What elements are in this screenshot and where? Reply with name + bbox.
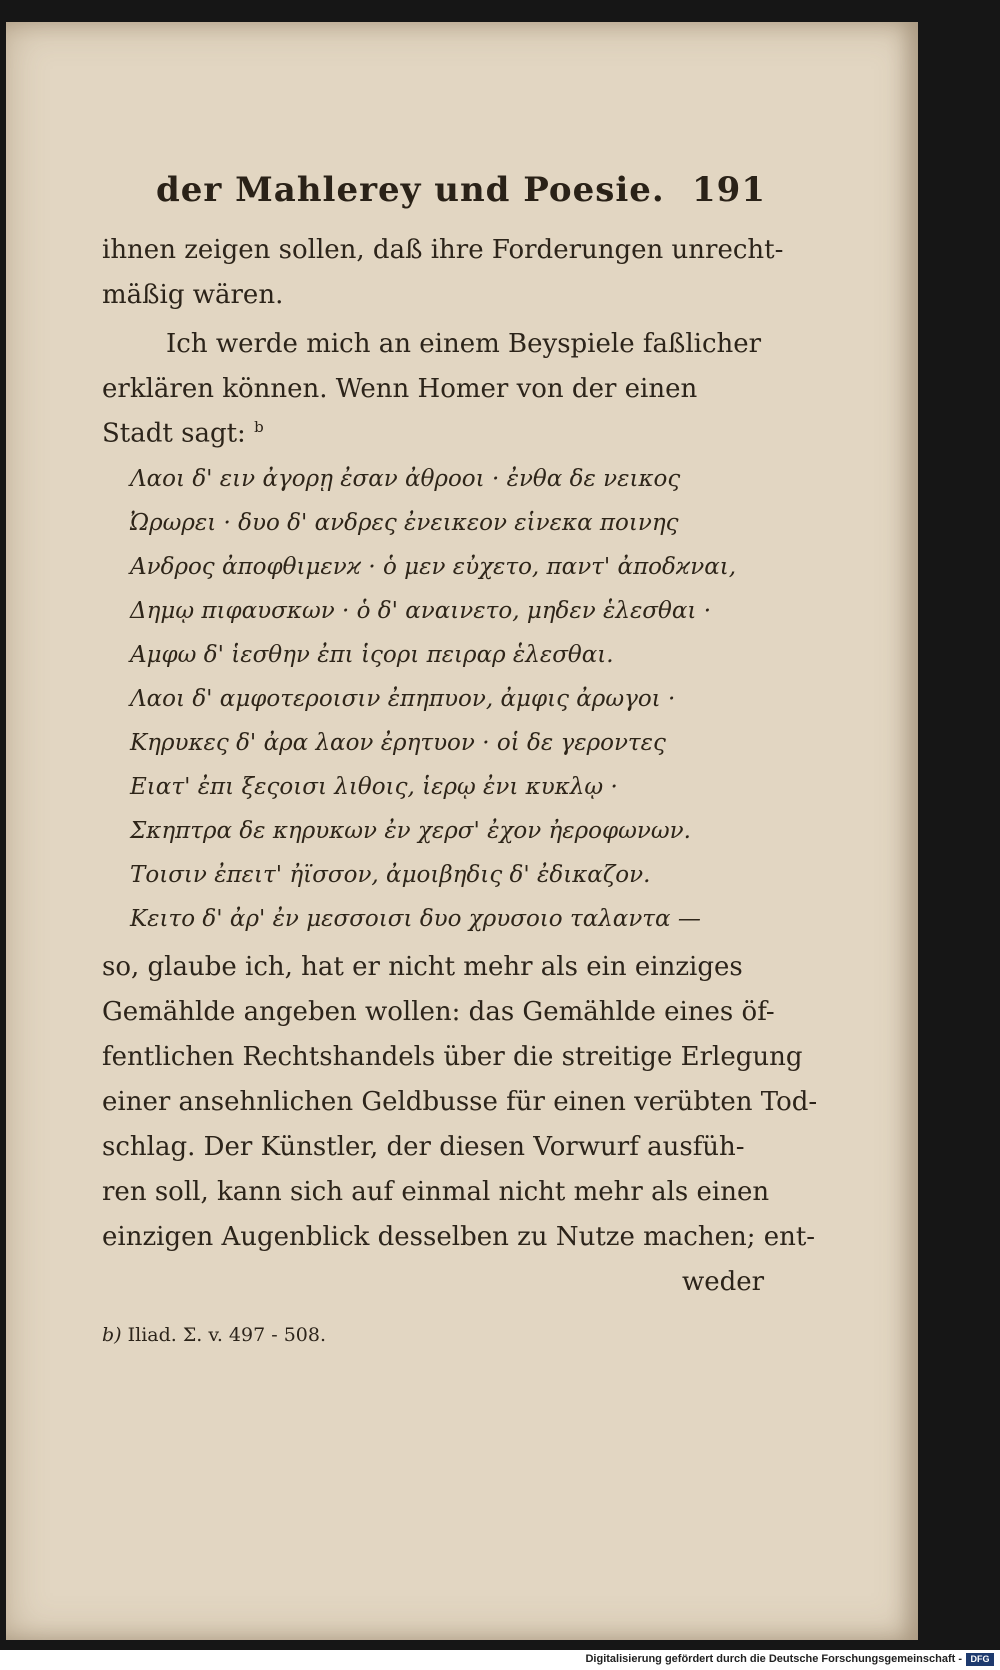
body-line-with-ref [102, 418, 264, 449]
body-line: schlag. Der Künstler, der diesen Vorwurf ausfüh- [102, 1132, 745, 1162]
body-line: ihnen zeigen sollen, daß ihre Forderungen unrecht- [102, 235, 784, 265]
quote-line: Ανδρος ἀποφθιμενϰ · ὁ μεν εὐχετο, παντ' ἀποδϰναι, [130, 554, 737, 580]
dfg-logo-icon: DFG [966, 1653, 994, 1666]
quote-line: Ὠρωρει · δυο δ' ανδρες ἐνεικεον εἱνεκα ποινης [130, 510, 679, 536]
body-line: Gemählde angeben wollen: das Gemählde eines öf- [102, 997, 775, 1027]
body-line: erklären können. Wenn Homer von der einen [102, 374, 698, 404]
quote-line: Αμφω δ' ἱεσθην ἐπι ἱςορι πειραρ ἑλεσθαι. [130, 642, 614, 668]
credit-text: Digitalisierung gefördert durch die Deutsche Forschungsgemeinschaft - [585, 1653, 962, 1665]
quote-line: Κειτο δ' ἀρ' ἐν μεσσοισι δυο χρυσοιο ταλαντα — [130, 906, 701, 932]
body-line: ren soll, kann sich auf einmal nicht mehr als einen [102, 1177, 770, 1207]
footnote-mark: b) [102, 1324, 122, 1346]
body-line: einzigen Augenblick desselben zu Nutze machen; ent- [102, 1222, 816, 1252]
digitization-credit-bar [0, 1650, 1000, 1670]
quote-line: Κηρυκες δ' ἀρα λαον ἐρητυον · οἱ δε γεροντες [130, 730, 666, 756]
quote-line: Δημῳ πιφαυσκων · ὁ δ' αναινετο, μηδεν ἑλεσθαι · [130, 598, 712, 624]
body-line: so, glaube ich, hat er nicht mehr als ein einziges [102, 952, 743, 982]
body-line: Stadt sagt: [102, 418, 246, 449]
body-line: einer ansehnlichen Geldbusse für einen verübten Tod- [102, 1087, 818, 1117]
quote-line: Σκηπτρα δε κηρυκων ἐν χερσ' ἐχον ἠεροφωνων. [130, 818, 691, 844]
book-page [6, 22, 918, 1640]
page-content [6, 22, 918, 1640]
body-line: fentlichen Rechtshandels über die streitige Erlegung [102, 1042, 803, 1072]
body-line: mäßig wären. [102, 280, 284, 310]
footnote-text: Iliad. Σ. v. 497 - 508. [127, 1324, 326, 1346]
running-head-title: der Mahlerey und Poesie. [156, 170, 665, 210]
footnote [102, 1324, 326, 1346]
footnote-reference: b [254, 418, 264, 436]
catchword: weder [682, 1267, 765, 1297]
quote-line: Ειατ' ἐπι ξεςοισι λιθοις, ἱερῳ ἐνι κυκλῳ · [130, 774, 618, 800]
quote-line: Λαοι δ' ειν ἀγορῃ ἐσαν ἀθροοι · ἐνθα δε νεικος [130, 466, 681, 492]
body-line: Ich werde mich an einem Beyspiele faßlicher [166, 329, 762, 359]
page-number: 191 [692, 170, 766, 210]
quote-line: Τοισιν ἐπειτ' ἠϊσσον, ἀμοιβηδις δ' ἐδικαζον. [130, 862, 651, 888]
quote-line: Λαοι δ' αμφοτεροισιν ἐπηπυον, ἀμφις ἀρωγοι · [130, 686, 676, 712]
